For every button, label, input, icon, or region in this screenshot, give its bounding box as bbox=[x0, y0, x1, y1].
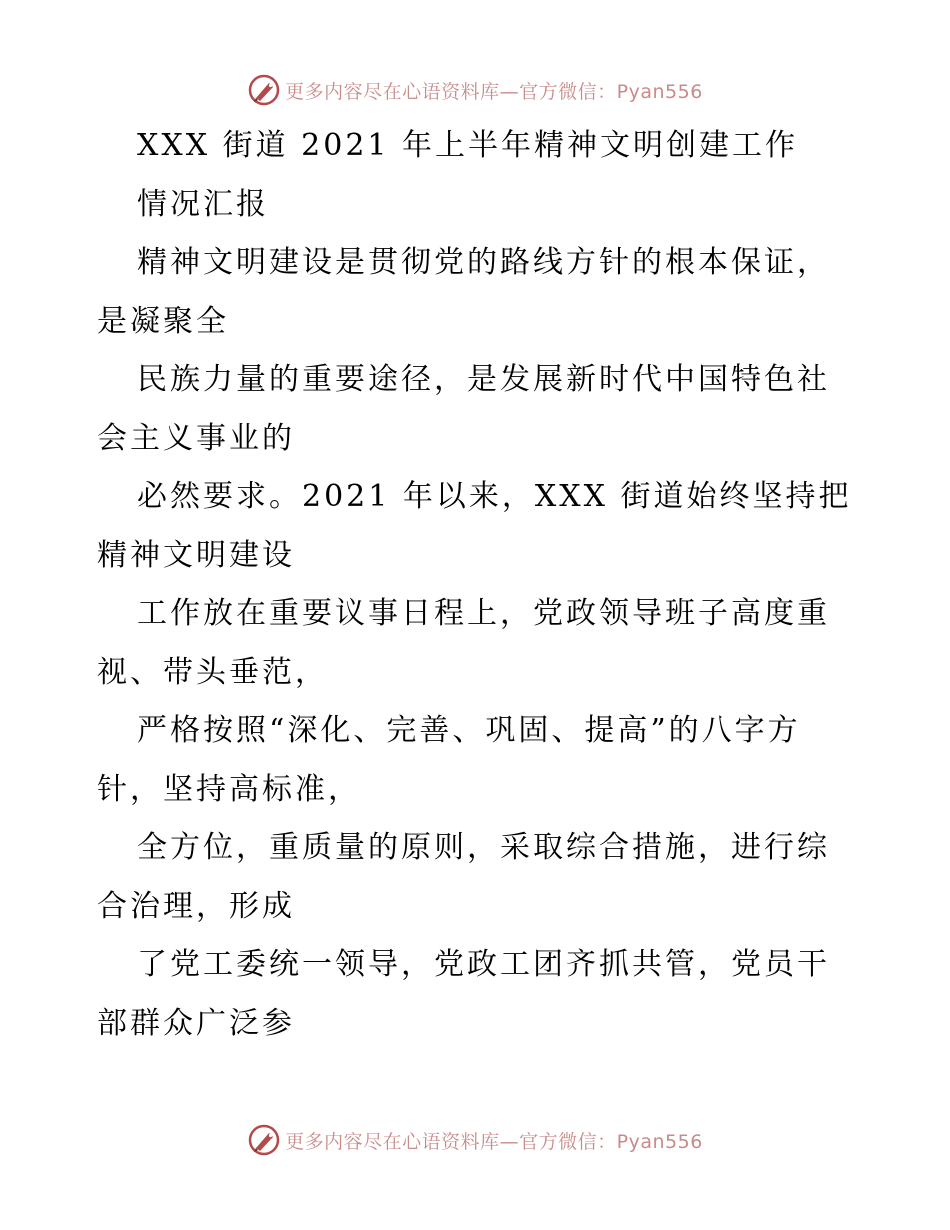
doc-line: 针，坚持高标准， bbox=[97, 771, 361, 807]
doc-line: 部群众广泛参 bbox=[97, 1005, 295, 1041]
doc-line: 工作放在重要议事日程上，党政领导班子高度重 bbox=[137, 596, 830, 631]
footer-watermark-banner bbox=[0, 1120, 950, 1160]
doc-line: 会主义事业的 bbox=[97, 420, 295, 456]
doc-line: 民族力量的重要途径，是发展新时代中国特色社 bbox=[137, 362, 830, 397]
pen-nib-logo-icon bbox=[247, 1123, 281, 1157]
doc-line: 视、带头垂范， bbox=[97, 654, 328, 690]
header-watermark-text: 更多内容尽在心语资料库—官方微信：Pyan556 bbox=[285, 80, 703, 103]
doc-line: 精神文明建设 bbox=[97, 537, 295, 573]
doc-line: 了党工委统一领导，党政工团齐抓共管，党员干 bbox=[137, 947, 830, 982]
doc-line: 严格按照“深化、完善、巩固、提高”的八字方 bbox=[137, 713, 801, 748]
doc-line: 情况汇报 bbox=[137, 186, 269, 222]
doc-line: 必然要求。2021 年以来，XXX 街道始终坚持把 bbox=[137, 479, 852, 514]
doc-line: 全方位，重质量的原则，采取综合措施，进行综 bbox=[137, 830, 830, 865]
header-watermark-banner bbox=[0, 70, 950, 110]
footer-watermark-text: 更多内容尽在心语资料库—官方微信：Pyan556 bbox=[285, 1130, 703, 1153]
doc-line: XXX 街道 2021 年上半年精神文明创建工作 bbox=[137, 128, 799, 163]
document-body bbox=[97, 117, 877, 1053]
doc-line: 合治理，形成 bbox=[97, 888, 295, 924]
doc-line: 是凝聚全 bbox=[97, 303, 229, 339]
pen-nib-logo-icon bbox=[247, 73, 281, 107]
doc-line: 精神文明建设是贯彻党的路线方针的根本保证， bbox=[137, 245, 830, 280]
